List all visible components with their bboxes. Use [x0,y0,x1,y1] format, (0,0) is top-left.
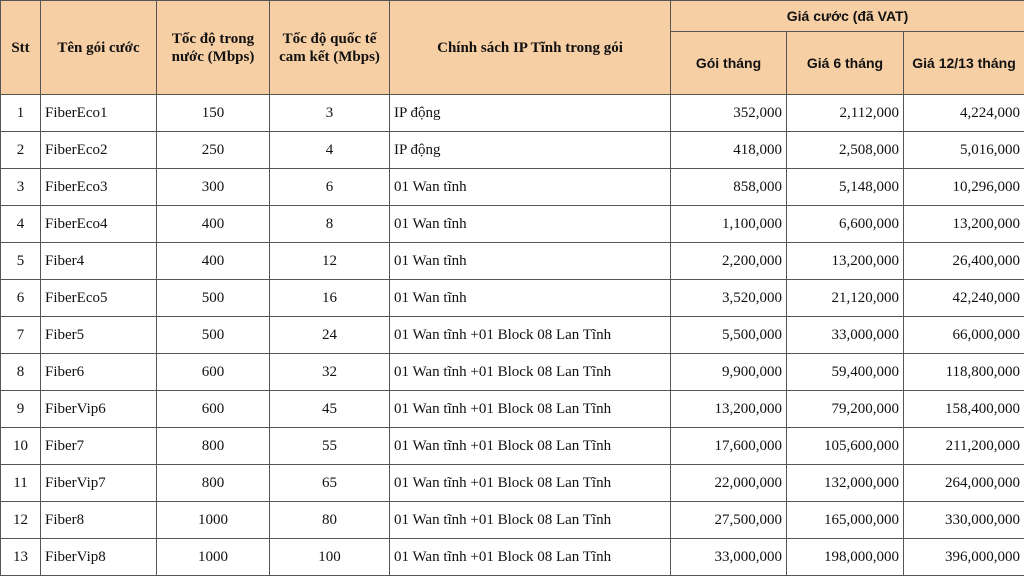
cell-domestic-speed: 400 [157,206,270,243]
cell-stt: 8 [1,354,41,391]
cell-monthly-price: 352,000 [671,95,787,132]
cell-domestic-speed: 1000 [157,539,270,576]
cell-monthly-price: 9,900,000 [671,354,787,391]
cell-twelve-month-price: 10,296,000 [904,169,1024,206]
cell-international-speed: 55 [270,428,390,465]
table-row [1,391,1024,428]
header-domestic-speed: Tốc độ trong nước (Mbps) [157,1,270,95]
cell-six-month-price: 2,112,000 [787,95,904,132]
cell-domestic-speed: 250 [157,132,270,169]
cell-domestic-speed: 500 [157,317,270,354]
cell-six-month-price: 198,000,000 [787,539,904,576]
cell-monthly-price: 418,000 [671,132,787,169]
cell-international-speed: 32 [270,354,390,391]
cell-package-name: Fiber8 [41,502,157,539]
cell-twelve-month-price: 158,400,000 [904,391,1024,428]
cell-twelve-month-price: 5,016,000 [904,132,1024,169]
cell-six-month-price: 165,000,000 [787,502,904,539]
table-row [1,502,1024,539]
cell-package-name: FiberEco2 [41,132,157,169]
cell-package-name: FiberEco3 [41,169,157,206]
cell-monthly-price: 3,520,000 [671,280,787,317]
cell-package-name: FiberEco4 [41,206,157,243]
cell-six-month-price: 6,600,000 [787,206,904,243]
cell-international-speed: 12 [270,243,390,280]
cell-domestic-speed: 400 [157,243,270,280]
table-row [1,428,1024,465]
cell-stt: 12 [1,502,41,539]
cell-static-ip-policy: 01 Wan tĩnh [390,169,671,206]
cell-twelve-month-price: 26,400,000 [904,243,1024,280]
cell-stt: 3 [1,169,41,206]
cell-stt: 1 [1,95,41,132]
cell-monthly-price: 5,500,000 [671,317,787,354]
cell-twelve-month-price: 396,000,000 [904,539,1024,576]
cell-monthly-price: 33,000,000 [671,539,787,576]
cell-static-ip-policy: IP động [390,132,671,169]
cell-six-month-price: 79,200,000 [787,391,904,428]
cell-twelve-month-price: 211,200,000 [904,428,1024,465]
table-row [1,317,1024,354]
cell-stt: 5 [1,243,41,280]
cell-monthly-price: 13,200,000 [671,391,787,428]
cell-international-speed: 16 [270,280,390,317]
header-six-month-price: Giá 6 tháng [787,32,904,95]
cell-stt: 10 [1,428,41,465]
cell-stt: 9 [1,391,41,428]
cell-six-month-price: 132,000,000 [787,465,904,502]
cell-international-speed: 24 [270,317,390,354]
cell-static-ip-policy: 01 Wan tĩnh +01 Block 08 Lan Tĩnh [390,502,671,539]
table-row [1,132,1024,169]
cell-package-name: Fiber4 [41,243,157,280]
header-price-group: Giá cước (đã VAT) [671,1,1024,32]
cell-domestic-speed: 1000 [157,502,270,539]
table-row [1,465,1024,502]
cell-international-speed: 6 [270,169,390,206]
cell-stt: 7 [1,317,41,354]
cell-monthly-price: 858,000 [671,169,787,206]
cell-monthly-price: 22,000,000 [671,465,787,502]
cell-six-month-price: 105,600,000 [787,428,904,465]
cell-package-name: FiberVip6 [41,391,157,428]
cell-domestic-speed: 300 [157,169,270,206]
cell-domestic-speed: 600 [157,391,270,428]
table-row [1,169,1024,206]
cell-twelve-month-price: 264,000,000 [904,465,1024,502]
cell-six-month-price: 13,200,000 [787,243,904,280]
cell-international-speed: 3 [270,95,390,132]
cell-domestic-speed: 800 [157,428,270,465]
cell-package-name: Fiber5 [41,317,157,354]
cell-package-name: FiberVip8 [41,539,157,576]
cell-twelve-month-price: 13,200,000 [904,206,1024,243]
cell-six-month-price: 2,508,000 [787,132,904,169]
cell-six-month-price: 5,148,000 [787,169,904,206]
cell-package-name: FiberVip7 [41,465,157,502]
cell-static-ip-policy: 01 Wan tĩnh +01 Block 08 Lan Tĩnh [390,317,671,354]
cell-stt: 11 [1,465,41,502]
cell-international-speed: 80 [270,502,390,539]
cell-package-name: Fiber6 [41,354,157,391]
cell-six-month-price: 21,120,000 [787,280,904,317]
cell-stt: 13 [1,539,41,576]
cell-six-month-price: 33,000,000 [787,317,904,354]
cell-international-speed: 4 [270,132,390,169]
cell-monthly-price: 17,600,000 [671,428,787,465]
cell-stt: 4 [1,206,41,243]
cell-static-ip-policy: 01 Wan tĩnh +01 Block 08 Lan Tĩnh [390,465,671,502]
cell-twelve-month-price: 118,800,000 [904,354,1024,391]
cell-international-speed: 45 [270,391,390,428]
table-row [1,206,1024,243]
cell-static-ip-policy: 01 Wan tĩnh [390,206,671,243]
cell-static-ip-policy: 01 Wan tĩnh [390,243,671,280]
header-twelve-month-price: Giá 12/13 tháng [904,32,1024,95]
header-international-speed: Tốc độ quốc tế cam kết (Mbps) [270,1,390,95]
header-package-name: Tên gói cước [41,1,157,95]
table-row [1,95,1024,132]
cell-six-month-price: 59,400,000 [787,354,904,391]
cell-domestic-speed: 500 [157,280,270,317]
cell-static-ip-policy: 01 Wan tĩnh [390,280,671,317]
cell-static-ip-policy: IP động [390,95,671,132]
table-row [1,243,1024,280]
cell-twelve-month-price: 42,240,000 [904,280,1024,317]
header-monthly-price: Gói tháng [671,32,787,95]
cell-domestic-speed: 800 [157,465,270,502]
cell-stt: 6 [1,280,41,317]
cell-package-name: FiberEco5 [41,280,157,317]
table-body [1,95,1024,576]
header-stt: Stt [1,1,41,95]
cell-monthly-price: 2,200,000 [671,243,787,280]
cell-monthly-price: 1,100,000 [671,206,787,243]
cell-stt: 2 [1,132,41,169]
cell-package-name: FiberEco1 [41,95,157,132]
cell-twelve-month-price: 4,224,000 [904,95,1024,132]
cell-domestic-speed: 150 [157,95,270,132]
header-static-ip-policy: Chính sách IP Tĩnh trong gói [390,1,671,95]
cell-static-ip-policy: 01 Wan tĩnh +01 Block 08 Lan Tĩnh [390,428,671,465]
cell-international-speed: 100 [270,539,390,576]
table-row [1,354,1024,391]
table-row [1,280,1024,317]
cell-international-speed: 65 [270,465,390,502]
cell-monthly-price: 27,500,000 [671,502,787,539]
cell-international-speed: 8 [270,206,390,243]
cell-static-ip-policy: 01 Wan tĩnh +01 Block 08 Lan Tĩnh [390,391,671,428]
cell-static-ip-policy: 01 Wan tĩnh +01 Block 08 Lan Tĩnh [390,354,671,391]
cell-static-ip-policy: 01 Wan tĩnh +01 Block 08 Lan Tĩnh [390,539,671,576]
cell-twelve-month-price: 330,000,000 [904,502,1024,539]
cell-domestic-speed: 600 [157,354,270,391]
cell-package-name: Fiber7 [41,428,157,465]
cell-twelve-month-price: 66,000,000 [904,317,1024,354]
table-row [1,539,1024,576]
